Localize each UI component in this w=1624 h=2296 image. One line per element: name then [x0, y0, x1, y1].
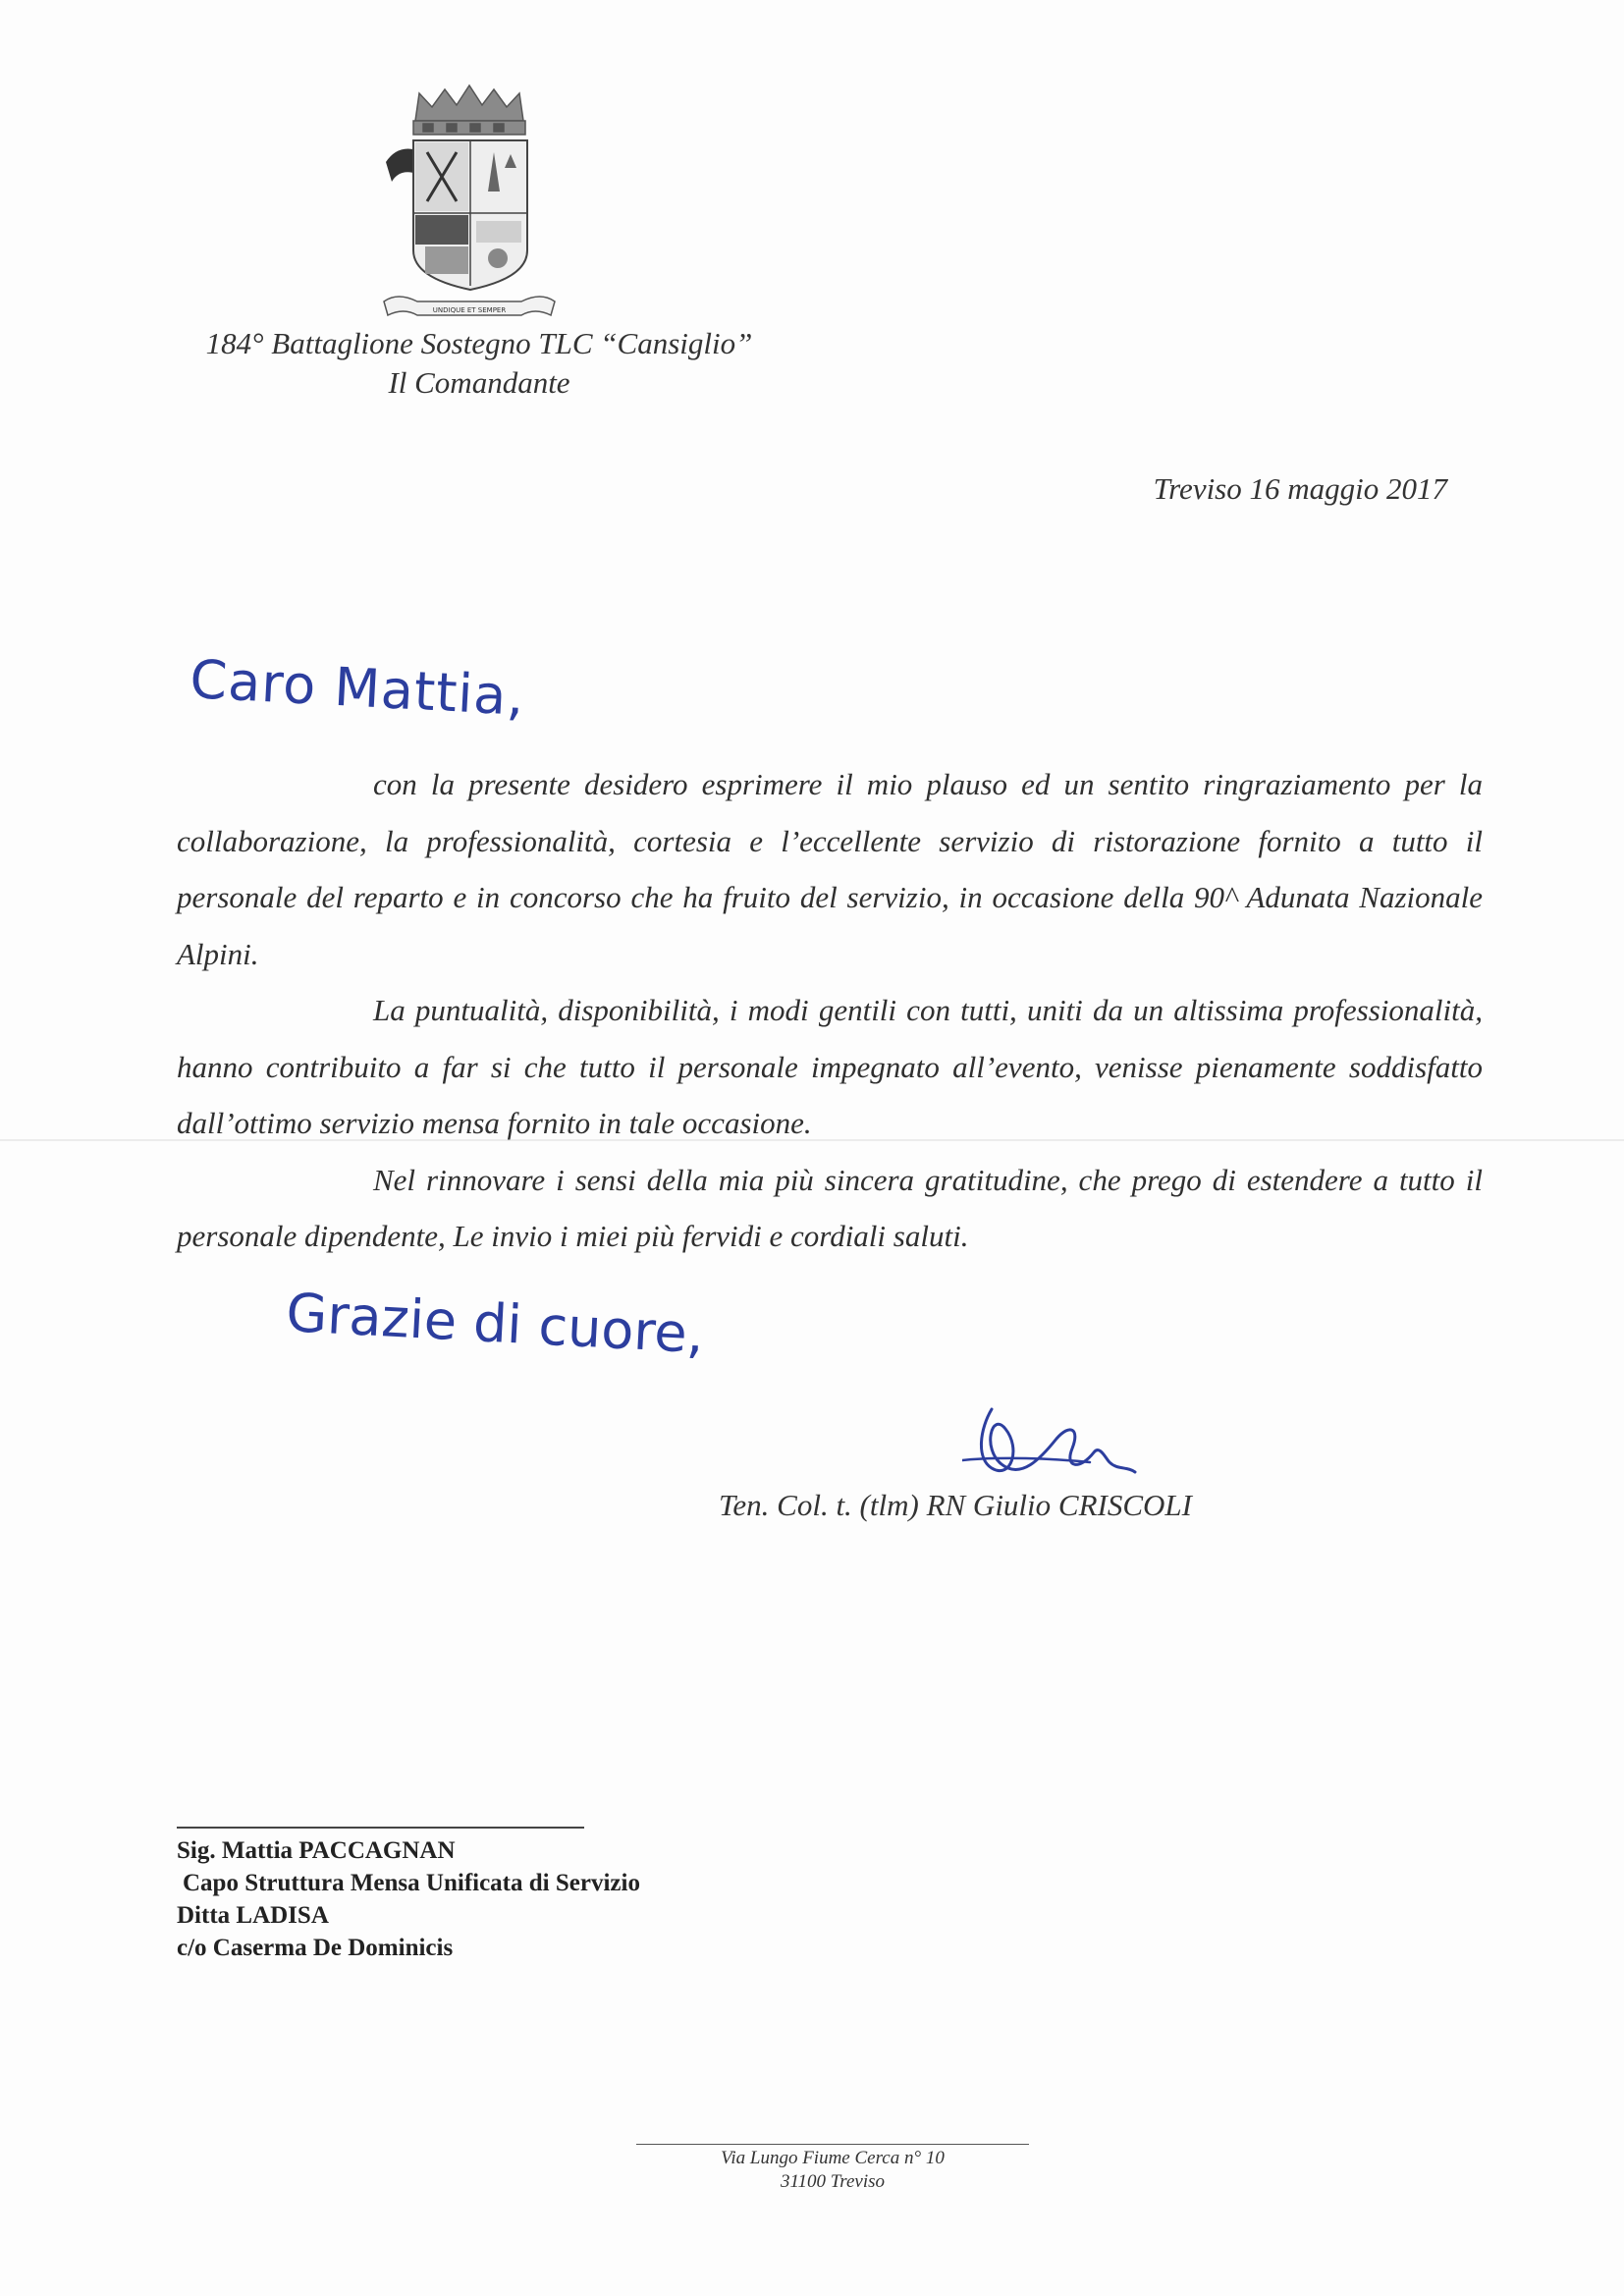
recipient-company: Ditta LADISA [177, 1902, 329, 1929]
commander-title: Il Comandante [388, 365, 570, 400]
letterhead [175, 324, 784, 403]
signer-name: Ten. Col. t. (tlm) RN Giulio CRISCOLI [719, 1488, 1192, 1522]
footer-street: Via Lungo Fiume Cerca n° 10 [721, 2148, 945, 2168]
emblem-motto: UNDIQUE ET SEMPER [432, 306, 507, 314]
footer-divider [636, 2144, 1029, 2145]
body-paragraph: Nel rinnovare i sensi della mia più sincera gratitudine, che prego di estendere a tutto il personale dipendente, Le invio i miei più fervidi e cordiali saluti. [177, 1162, 1483, 1253]
recipient-location: c/o Caserma De Dominicis [177, 1935, 454, 1961]
footer-address [636, 2147, 1029, 2194]
recipient-divider [177, 1827, 584, 1829]
footer-city: 31100 Treviso [780, 2171, 886, 2192]
unit-name: 184° Battaglione Sostegno TLC “Cansiglio” [205, 326, 753, 360]
recipient-block [177, 1834, 640, 1964]
coat-of-arms-emblem [378, 83, 560, 324]
handwritten-closing: Grazie di cuore, [285, 1282, 706, 1366]
handwritten-salutation: Caro Mattia, [189, 648, 527, 728]
letter-date: Treviso 16 maggio 2017 [1153, 471, 1447, 506]
letter-body [177, 756, 1483, 1265]
recipient-name: Sig. Mattia PACCAGNAN [177, 1837, 456, 1864]
recipient-position: Capo Struttura Mensa Unificata di Servizio [183, 1870, 640, 1896]
handwritten-signature [962, 1390, 1168, 1498]
body-paragraph: con la presente desidero esprimere il mio plauso ed un sentito ringraziamento per la collaborazione, la professionalità, cortesia e l’eccellente servizio di ristorazione fornito a tutto il personale del reparto e in concorso che ha fruito del servizio, in occasione della 90^ Adunata Nazionale Alpini. [177, 767, 1483, 971]
body-paragraph: La puntualità, disponibilità, i modi gentili con tutti, uniti da un altissima professionalità, hanno contribuito a far si che tutto il personale impegnato all’evento, venisse pienamente soddisfatto dall’ottimo servizio mensa fornito in tale occasione. [177, 993, 1483, 1140]
